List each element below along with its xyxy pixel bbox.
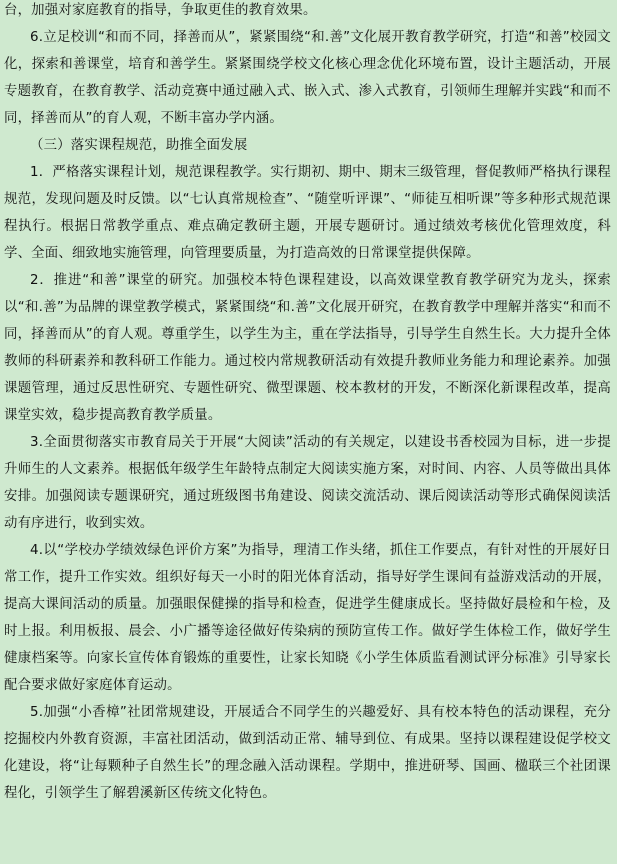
paragraph-item-6: 6.立足校训“和而不同，择善而从”，紧紧围绕“和.善”文化展开教育教学研究，打造“和善”校园文化，探索和善课堂，培育和善学生。紧紧围绕学校文化核心理念优化环境布置，设计主题活动，开展专题教育，在教育教学、活动竞赛中通过融入式、嵌入式、渗入式教育，引领师生理解并实践“和而不同，择善而从”的育人观，不断丰富办学内涵。 bbox=[4, 30, 611, 126]
paragraph-continuation: 台，加强对家庭教育的指导，争取更佳的教育效果。 bbox=[4, 3, 317, 18]
paragraph-item-5: 5.加强“小香樟”社团常规建设，开展适合不同学生的兴趣爱好、具有校本特色的活动课程，充分挖掘校内外教育资源，丰富社团活动，做到活动正常、辅导到位、有成果。坚持以课程建设促学校文化建设，将“让每颗种子自然生长”的理念融入活动课程。学期中，推进研琴、国画、楹联三个社团课程化，引领学生了解碧溪新区传统文化特色。 bbox=[4, 705, 611, 801]
paragraph-item-2: 2．推进“和善”课堂的研究。加强校本特色课程建设，以高效课堂教育教学研究为龙头，探索以“和.善”为品牌的课堂教学模式，紧紧围绕“和.善”文化展开研究，在教育教学中理解并落实“和而不同，择善而从”的育人观。尊重学生，以学生为主，重在学法指导，引导学生自然生长。大力提升全体教师的科研素养和教科研工作能力。通过校内常规教研活动有效提升教师业务能力和理论素养。加强课题管理，通过反思性研究、专题性研究、微型课题、校本教材的开发，不断深化新课程改革，提高课堂实效，稳步提高教育教学质量。 bbox=[4, 273, 611, 423]
paragraph-item-3: 3.全面贯彻落实市教育局关于开展“大阅读”活动的有关规定，以建设书香校园为目标，进一步提升师生的人文素养。根据低年级学生年龄特点制定大阅读实施方案，对时间、内容、人员等做出具体安排。加强阅读专题课研究，通过班级图书角建设、阅读交流活动、课后阅读活动等形式确保阅读活动有序进行，收到实效。 bbox=[4, 435, 611, 531]
paragraph-item-1: 1．严格落实课程计划，规范课程教学。实行期初、期中、期末三级管理，督促教师严格执行课程规范，发现问题及时反馈。以“七认真常规检查”、“随堂听评课”、“师徒互相听课”等多种形式规范课程执行。根据日常教学重点、难点确定教研主题，开展专题研讨。通过绩效考核优化管理效度，科学、全面、细致地实施管理，向管理要质量，为打造高效的日常课堂提供保障。 bbox=[4, 165, 611, 261]
paragraph-item-4: 4.以“学校办学绩效绿色评价方案”为指导，理清工作头绪，抓住工作要点，有针对性的开展好日常工作，提升工作实效。组织好每天一小时的阳光体育活动，指导好学生课间有益游戏活动的开展，提高大课间活动的质量。加强眼保健操的指导和检查，促进学生健康成长。坚持做好晨检和午检，及时上报。利用板报、晨会、小广播等途径做好传染病的预防宣传工作。做好学生体检工作，做好学生健康档案等。向家长宣传体育锻炼的重要性，让家长知晓《小学生体质监看测试评分标准》引导家长配合要求做好家庭体育运动。 bbox=[4, 543, 611, 693]
section-heading-3: （三）落实课程规范，助推全面发展 bbox=[30, 138, 248, 153]
